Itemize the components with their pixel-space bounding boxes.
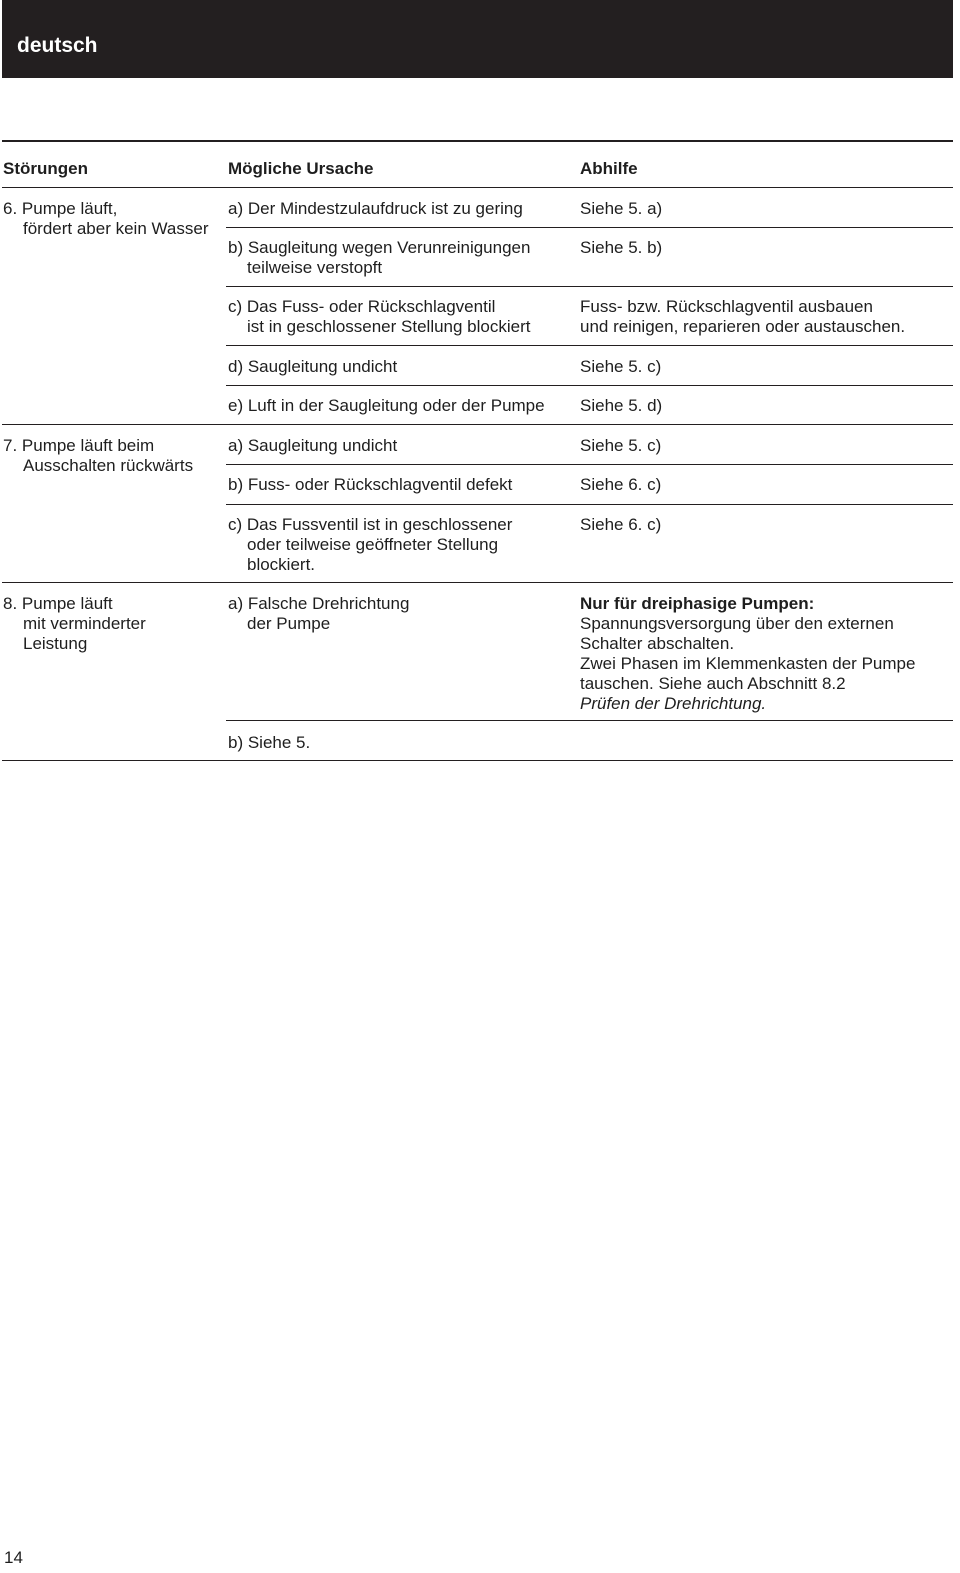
cause-6e: e) Luft in der Saugleitung oder der Pumpe: [228, 396, 545, 415]
remedy-6c-line-1: Fuss- bzw. Rückschlagventil ausbauen: [580, 297, 873, 316]
fault-8-line-1: 8. Pumpe läuft: [3, 594, 113, 613]
remedy-7c: Siehe 6. c): [580, 515, 662, 534]
fault-7-line-2: Ausschalten rückwärts: [23, 456, 194, 475]
cause-7c-line-1: c) Das Fussventil ist in geschlossener: [228, 515, 513, 534]
cause-7a: a) Saugleitung undicht: [228, 436, 398, 455]
remedy-8a-line-4: tauschen. Siehe auch Abschnitt 8.2: [580, 674, 846, 693]
group-rule: [2, 424, 953, 425]
cause-6b-line-2: teilweise verstopft: [247, 258, 383, 277]
cause-6c-line-1: c) Das Fuss- oder Rückschlagventil: [228, 297, 496, 316]
remedy-8a-heading: Nur für dreiphasige Pumpen:: [580, 594, 815, 613]
row-rule: [226, 504, 953, 505]
table-top-rule: [2, 140, 953, 142]
header-bar: [2, 0, 953, 78]
page-number: 14: [4, 1548, 23, 1567]
remedy-8a-line-1: Spannungsversorgung über den externen: [580, 614, 894, 633]
cause-7b: b) Fuss- oder Rückschlagventil defekt: [228, 475, 513, 494]
remedy-6a: Siehe 5. a): [580, 199, 663, 218]
cause-6b-line-1: b) Saugleitung wegen Verunreinigungen: [228, 238, 531, 257]
column-header-remedy: Abhilfe: [580, 159, 638, 178]
remedy-8a-emphasis: Prüfen der Drehrichtung.: [580, 694, 767, 713]
row-rule: [226, 464, 953, 465]
row-rule: [226, 286, 953, 287]
fault-8-line-2: mit verminderter: [23, 614, 146, 633]
cause-8b: b) Siehe 5.: [228, 733, 311, 752]
remedy-7b: Siehe 6. c): [580, 475, 662, 494]
cause-6a: a) Der Mindestzulaufdruck ist zu gering: [228, 199, 523, 218]
remedy-8a-line-3: Zwei Phasen im Klemmenkasten der Pumpe: [580, 654, 916, 673]
fault-6-line-1: 6. Pumpe läuft,: [3, 199, 118, 218]
remedy-6d: Siehe 5. c): [580, 357, 662, 376]
fault-6-line-2: fördert aber kein Wasser: [23, 219, 209, 238]
table-bottom-rule: [2, 760, 953, 761]
header-rule: [2, 187, 953, 188]
remedy-8a-line-2: Schalter abschalten.: [580, 634, 735, 653]
row-rule: [226, 345, 953, 346]
remedy-6b: Siehe 5. b): [580, 238, 663, 257]
column-header-cause: Mögliche Ursache: [228, 159, 374, 178]
fault-8-line-3: Leistung: [23, 634, 88, 653]
cause-7c-line-2: oder teilweise geöffneter Stellung: [247, 535, 499, 554]
cause-7c-line-3: blockiert.: [247, 555, 316, 574]
remedy-6e: Siehe 5. d): [580, 396, 663, 415]
row-rule: [226, 227, 953, 228]
language-label: deutsch: [17, 34, 98, 57]
cause-6d: d) Saugleitung undicht: [228, 357, 398, 376]
fault-7-line-1: 7. Pumpe läuft beim: [3, 436, 155, 455]
column-header-fault: Störungen: [3, 159, 88, 178]
cause-6c-line-2: ist in geschlossener Stellung blockiert: [247, 317, 531, 336]
row-rule: [226, 720, 953, 721]
cause-8a-line-1: a) Falsche Drehrichtung: [228, 594, 410, 613]
row-rule: [226, 385, 953, 386]
remedy-7a: Siehe 5. c): [580, 436, 662, 455]
remedy-6c-line-2: und reinigen, reparieren oder austauschen.: [580, 317, 906, 336]
group-rule: [2, 582, 953, 583]
cause-8a-line-2: der Pumpe: [247, 614, 331, 633]
